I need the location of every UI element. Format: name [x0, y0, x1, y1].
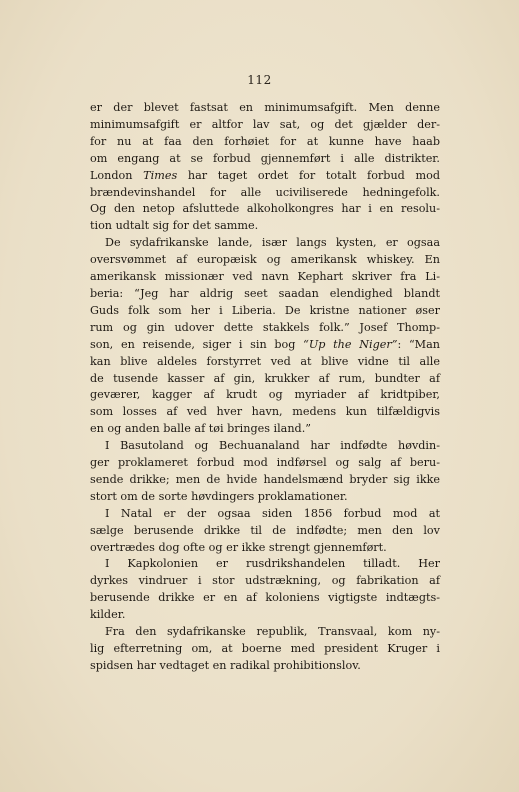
- page-number: 112: [247, 73, 272, 87]
- text-line: [90, 286, 440, 303]
- text-run: De sydafrikanske lande, især langs kysten, er ogsaa: [105, 236, 440, 250]
- text-run: minimumsafgift er altfor lav sat, og det gjælder der-: [90, 117, 440, 131]
- text-line: [90, 100, 440, 117]
- text-line: [90, 320, 440, 337]
- text-run: son, en reisende, siger i sin bog: [90, 337, 304, 351]
- text-line: [90, 641, 440, 658]
- text-run: stort om de sorte høvdingers proklamationer.: [90, 489, 348, 503]
- text-run: dyrkes vindruer i stor udstrækning, og fabrikation af: [90, 574, 440, 588]
- text-run: en og anden balle af tøi bringes iland.”: [90, 422, 311, 436]
- text-run: overtrædes dog ofte og er ikke strengt gjennemført.: [90, 540, 387, 554]
- text-line: [90, 337, 440, 354]
- text-run: de tusende kasser af gin, krukker af rum, bundter af: [90, 371, 440, 385]
- text-run: beria: “Jeg har aldrig seet saadan elendighed blandt: [90, 286, 440, 300]
- italic-text: “Up the Niger”: [303, 337, 398, 351]
- text-line: [90, 607, 440, 624]
- text-run: kan blive aldeles forstyrret ved at blive vidne til alle: [90, 354, 440, 368]
- text-line: [90, 540, 440, 557]
- text-line: [90, 506, 440, 523]
- text-run: ger proklameret forbud mod indførsel og salg af beru-: [90, 456, 440, 470]
- text-line: [90, 573, 440, 590]
- text-line: [90, 117, 440, 134]
- text-line: [90, 185, 440, 202]
- text-run: lig efterretning om, at boerne med president Kruger i: [90, 642, 440, 655]
- text-run: som losses af ved hver havn, medens kun tilfældigvis: [90, 405, 440, 419]
- text-run: oversvømmet af europæisk og amerikansk whiskey. En: [90, 253, 440, 267]
- text-run: for nu at faa den forhøiet for at kunne have haab: [90, 134, 440, 148]
- text-line: [90, 658, 440, 675]
- text-run: spidsen har vedtaget en radikal prohibitionslov.: [90, 658, 361, 672]
- text-line: [90, 201, 440, 218]
- text-run: tion udtalt sig for det samme.: [90, 219, 259, 233]
- text-run: berusende drikke er en af koloniens vigtigste indtægts-: [90, 591, 440, 605]
- text-line: [90, 489, 440, 506]
- text-line: [90, 218, 440, 235]
- text-line: [90, 371, 440, 388]
- italic-text: Times: [143, 168, 178, 182]
- text-run: kilder.: [90, 608, 126, 622]
- text-run: Fra den sydafrikanske republik, Transvaal, kom ny-: [105, 625, 440, 639]
- text-line: [90, 168, 440, 185]
- text-run: rum og gin udover dette stakkels folk.” Josef Thomp-: [90, 320, 440, 334]
- text-line: [90, 134, 440, 151]
- text-line: [90, 455, 440, 472]
- text-line: [90, 438, 440, 455]
- text-run: sælge berusende drikke til de indfødte; men den lov: [90, 523, 440, 537]
- text-run: har taget ordet for totalt forbud mod: [177, 168, 441, 182]
- text-line: [90, 556, 440, 573]
- text-line: [90, 354, 440, 371]
- text-run: : “Man: [397, 337, 440, 351]
- text-run: sende drikke; men de hvide handelsmænd bryder sig ikke: [90, 472, 440, 486]
- text-run: Og den netop afsluttede alkoholkongres har i en resolu-: [90, 202, 440, 216]
- text-line: [90, 252, 440, 269]
- text-run: Guds folk som her i Liberia. De kristne nationer øser: [90, 303, 440, 317]
- text-line: [90, 472, 440, 489]
- text-run: I Natal er der ogsaa siden 1856 forbud mod at: [105, 506, 440, 520]
- text-line: [90, 303, 440, 320]
- text-run: er der blevet fastsat en minimumsafgift. Men denne: [90, 101, 440, 114]
- text-line: [90, 151, 440, 168]
- text-run: brændevinshandel for alle uciviliserede hedningefolk.: [90, 185, 440, 199]
- text-line: [90, 590, 440, 607]
- text-line: [90, 624, 440, 641]
- text-line: [90, 269, 440, 286]
- text-line: [90, 421, 440, 438]
- text-line: [90, 523, 440, 540]
- text-line: [90, 387, 440, 404]
- text-run: geværer, kagger af krudt og myriader af kridtpiber,: [90, 388, 440, 402]
- text-line: [90, 404, 440, 421]
- text-run: amerikansk missionær ved navn Kephart skriver fra Li-: [90, 270, 440, 284]
- text-run: I Kapkolonien er rusdrikshandelen tilladt. Her: [105, 557, 440, 571]
- text-run: om engang at se forbud gjennemført i alle distrikter.: [90, 151, 440, 165]
- text-run: I Basutoland og Bechuanaland har indfødte høvdin-: [105, 439, 440, 453]
- text-line: [90, 235, 440, 252]
- text-run: London: [90, 168, 144, 182]
- body-text: [90, 100, 440, 675]
